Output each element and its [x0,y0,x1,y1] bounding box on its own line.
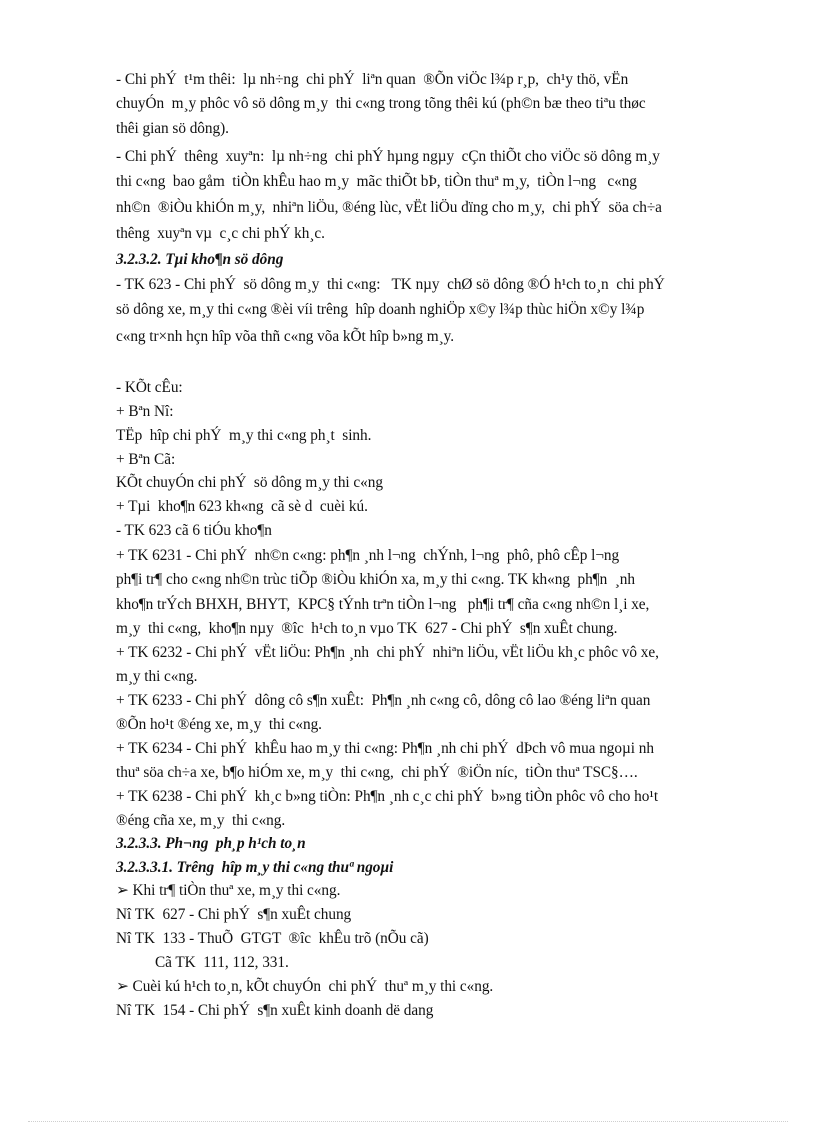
text-line: m¸y thi c«ng. [116,668,198,685]
subsection-heading: 3.2.3.3.1. Trêng hîp m¸y thi c«ng thuª ngoµi [116,859,394,876]
text-line: Nî TK 133 - ThuÕ GTGT ®îc khÊu trõ (nÕu cã) [116,930,429,947]
text-line: + Bªn Cã: [116,451,176,468]
text-line: - KÕt cÊu: [116,379,183,396]
text-line: + Bªn Nî: [116,403,174,420]
text-line: + TK 6232 - Chi phÝ vËt liÖu: Ph¶n ¸nh chi phÝ nhiªn liÖu, vËt liÖu kh¸c phôc vô xe, [116,644,659,661]
text-line: chuyÓn m¸y phôc vô sö dông m¸y thi c«ng trong tõng thêi kú (ph©n bæ theo tiªu thøc [116,95,646,112]
text-line: kho¶n trÝch BHXH, BHYT, KPC§ tÝnh trªn tiÒn l¬ng ph¶i tr¶ cña c«ng nh©n l¸i xe, [116,596,650,613]
text-line: + TK 6233 - Chi phÝ dông cô s¶n xuÊt: Ph¶n ¸nh c«ng cô, dông cô lao ®éng liªn quan [116,692,651,709]
text-line: thi c«ng bao gåm tiÒn khÊu hao m¸y mãc thiÕt bÞ, tiÒn thuª m¸y, tiÒn l¬ng c«ng [116,173,637,190]
text-line: thêng xuyªn vµ c¸c chi phÝ kh¸c. [116,225,325,242]
text-line: ®Õn ho¹t ®éng xe, m¸y thi c«ng. [116,716,322,733]
text-line: + TK 6231 - Chi phÝ nh©n c«ng: ph¶n ¸nh l¬ng chÝnh, l¬ng phô, phô cÊp l¬ng [116,547,620,564]
text-line: KÕt chuyÓn chi phÝ sö dông m¸y thi c«ng [116,474,383,491]
text-line: - TK 623 cã 6 tiÓu kho¶n [116,522,272,539]
text-line: - TK 623 - Chi phÝ sö dông m¸y thi c«ng: TK nµy chØ sö dông ®Ó h¹ch to¸n chi phÝ [116,276,665,293]
text-line: ®éng cña xe, m¸y thi c«ng. [116,812,286,829]
text-line: sö dông xe, m¸y thi c«ng ®èi víi trêng hîp doanh nghiÖp x©y l¾p thùc hiÖn x©y l¾p [116,301,645,318]
text-line: + Tµi kho¶n 623 kh«ng cã sè d cuèi kú. [116,498,368,515]
text-line: + TK 6234 - Chi phÝ khÊu hao m¸y thi c«ng: Ph¶n ¸nh chi phÝ dÞch vô mua ngoµi nh [116,740,654,757]
text-line: ph¶i tr¶ cho c«ng nh©n trùc tiÕp ®iÒu khiÓn xa, m¸y thi c«ng. TK kh«ng ph¶n ¸nh [116,571,635,588]
text-line: Nî TK 627 - Chi phÝ s¶n xuÊt chung [116,906,352,923]
text-line: thêi gian sö dông). [116,120,229,137]
section-heading: 3.2.3.3. Ph¬ng ph¸p h¹ch to¸n [116,835,306,852]
text-line: nh©n ®iÒu khiÓn m¸y, nhiªn liÖu, ®éng lùc, vËt liÖu dïng cho m¸y, chi phÝ söa ch÷a [116,199,662,216]
bullet-item: ➢ Khi tr¶ tiÒn thuª xe, m¸y thi c«ng. [116,882,341,899]
text-line: - Chi phÝ thêng xuyªn: lµ nh÷ng chi phÝ hµng ngµy cÇn thiÕt cho viÖc sö dông m¸y [116,148,660,165]
text-line: m¸y thi c«ng, kho¶n nµy ®îc h¹ch to¸n vµo TK 627 - Chi phÝ s¶n xuÊt chung. [116,620,618,637]
bullet-item: ➢ Cuèi kú h¹ch to¸n, kÕt chuyÓn chi phÝ thuª m¸y thi c«ng. [116,978,494,995]
text-line: + TK 6238 - Chi phÝ kh¸c b»ng tiÒn: Ph¶n ¸nh c¸c chi phÝ b»ng tiÒn phôc vô cho ho¹t [116,788,659,805]
text-line: c«ng tr×nh hçn hîp võa thñ c«ng võa kÕt hîp b»ng m¸y. [116,328,455,345]
text-line: Cã TK 111, 112, 331. [155,954,289,971]
text-line: - Chi phÝ t¹m thêi: lµ nh÷ng chi phÝ liªn quan ®Õn viÖc l¾p r¸p, ch¹y thö, vËn [116,71,629,88]
section-heading: 3.2.3.2. Tµi kho¶n sö dông [116,251,284,268]
page-edge-rule [28,1121,788,1122]
text-line: TËp hîp chi phÝ m¸y thi c«ng ph¸t sinh. [116,427,372,444]
text-line: thuª söa ch÷a xe, b¶o hiÓm xe, m¸y thi c«ng, chi phÝ ®iÖn níc, tiÒn thuª TSC§…. [116,764,638,781]
text-line: Nî TK 154 - Chi phÝ s¶n xuÊt kinh doanh dë dang [116,1002,434,1019]
